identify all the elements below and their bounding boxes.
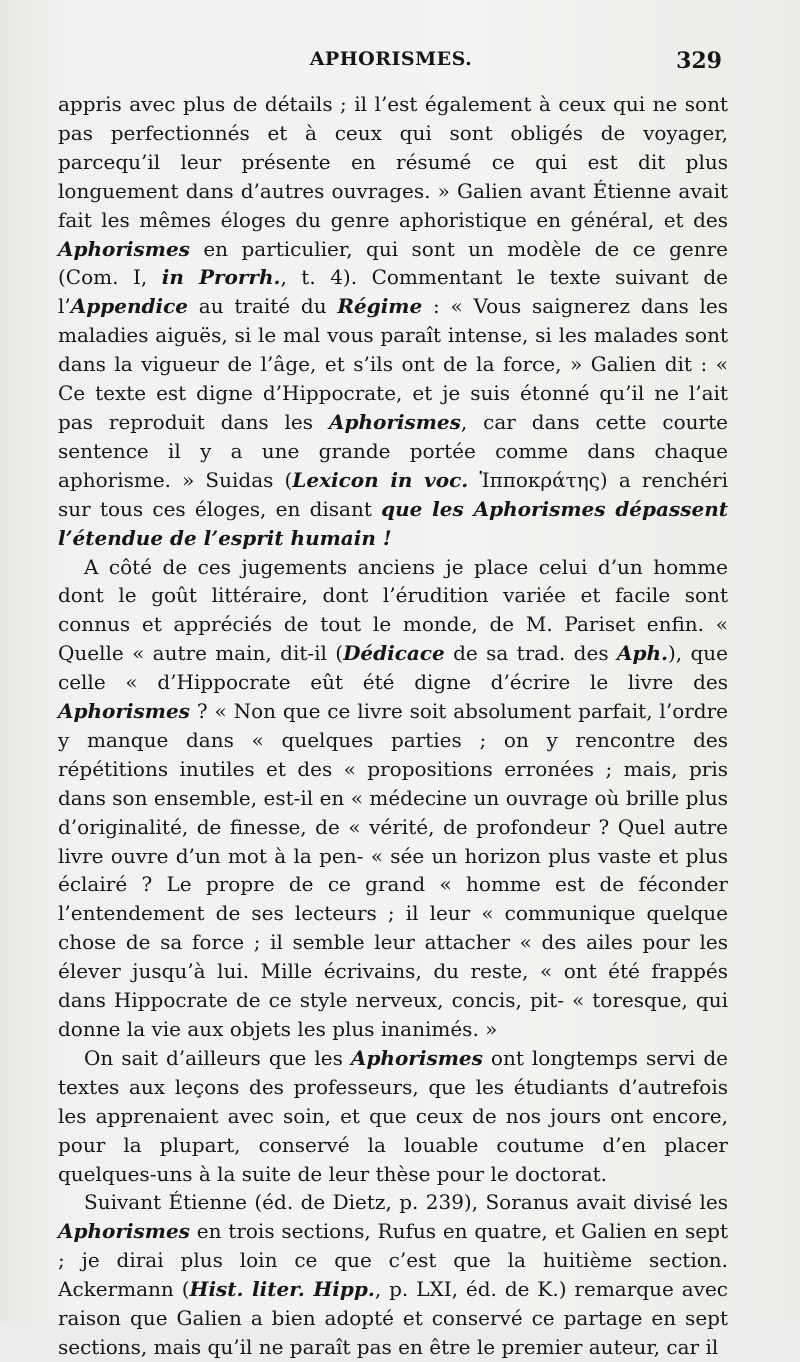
running-title: APHORISMES. bbox=[309, 48, 473, 70]
text-run: , t. 4). Commentant le texte suivant de l’ bbox=[58, 265, 728, 319]
page-header bbox=[60, 48, 722, 84]
italic-run: Hist. liter. Hipp. bbox=[189, 1277, 375, 1302]
text-run: ? « Non que ce livre soit absolument parfait, l’ordre y manque dans « quelques parties ; on y rencontre des répétitions inutiles et des « propositions erronées ; mais, pris dans son ensemble, est-il en « médecine un ouvrage où brille plus d’originalité, de finesse, de « vérité, de profondeur ? Quel autre livre ouvre d’un mot à la pen- « sée un horizon plus vaste et plus éclairé ? Le propre de ce grand « homme est de féconder l’entendement de ses lecteurs ; il leur « communique quelque chose de sa force ; il semble leur attacher « des ailes pour les élever jusqu’à lui. Mille écrivains, du reste, « ont été frappés dans Hippocrate de ce style nerveux, concis, pit- « toresque, qui donne la vie aux objets les plus inanimés. » bbox=[58, 699, 728, 1041]
paragraph bbox=[58, 90, 728, 553]
paragraph bbox=[58, 1044, 728, 1189]
text-run: Ἱπποκράτης) a renchéri sur tous ces éloges, en disant bbox=[58, 467, 728, 521]
italic-run: Aphorismes bbox=[58, 1219, 190, 1244]
text-run: en trois sections, Rufus en quatre, et Galien en sept ; je dirai plus loin ce que c’est que la huitième section. Ackermann ( bbox=[58, 1219, 728, 1302]
paragraph bbox=[58, 1188, 728, 1361]
page-number: 329 bbox=[676, 48, 722, 74]
text-run: appris avec plus de détails ; il l’est également à ceux qui ne sont pas perfectionnés et à ceux qui sont obligés de voyager, parcequ’il leur présente en résumé ce qui est dit plus longuement dans d’autres ouvrages. » Galien avant Étienne avait fait les mêmes éloges du genre aphoristique en général, et des bbox=[58, 92, 728, 232]
text-run: , car dans cette courte sentence il y a une grande portée comme dans chaque aphorisme. » Suidas ( bbox=[58, 409, 728, 492]
text-run: de sa trad. des bbox=[444, 641, 617, 666]
italic-run: Aphorismes bbox=[328, 409, 461, 434]
text-run: Suivant Étienne (éd. de Dietz, p. 239), Soranus avait divisé les bbox=[84, 1190, 728, 1215]
body-text bbox=[58, 90, 728, 1362]
text-run: ), que celle « d’Hippocrate eût été digne d’écrire le livre des bbox=[58, 641, 728, 695]
text-run: : « Vous saignerez dans les maladies aiguës, si le mal vous paraît intense, si les malades sont dans la vigueur de l’âge, et s’ils ont de la force, » Galien dit : « Ce texte est digne d’Hippocrate, et je suis étonné qu’il ne l’ait pas reproduit dans les bbox=[58, 294, 728, 434]
text-run: ont longtemps servi de textes aux leçons des professeurs, que les étudiants d’autrefois les apprenaient avec soin, et que ceux de nos jours ont encore, pour la plupart, conservé la louable coutume d’en placer quelques-uns à la suite de leur thèse pour le doctorat. bbox=[58, 1045, 728, 1186]
italic-run: Dédicace bbox=[343, 641, 445, 666]
italic-run: Aphorismes bbox=[58, 236, 190, 261]
italic-run: Aph. bbox=[616, 641, 668, 666]
italic-run: Lexicon in voc. bbox=[292, 467, 469, 492]
italic-run: Aphorismes bbox=[58, 699, 190, 724]
italic-run: Appendice bbox=[70, 294, 189, 319]
italic-run: Aphorismes bbox=[350, 1045, 483, 1070]
text-run: A côté de ces jugements anciens je place celui d’un homme dont le goût littéraire, dont l’érudition variée et facile sont connus et appréciés de tout le monde, de M. Pariset enfin. « Quelle « autre main, dit-il ( bbox=[58, 554, 728, 666]
text-run: au traité du bbox=[188, 294, 338, 319]
italic-run: que les Aphorismes dépassent l’étendue de l’esprit humain ! bbox=[58, 496, 728, 550]
text-run: , p. LXI, éd. de K.) remarque avec raison que Galien a bien adopté et conservé ce partage en sept sections, mais qu’il ne paraît pas en être le premier auteur, car il bbox=[58, 1277, 728, 1359]
text-run: On sait d’ailleurs que les bbox=[84, 1045, 351, 1070]
italic-run: in Prorrh. bbox=[161, 265, 281, 290]
paragraph bbox=[58, 553, 728, 1044]
text-run: en particulier, qui sont un modèle de ce genre (Com. I, bbox=[58, 236, 728, 290]
italic-run: Régime bbox=[337, 294, 423, 319]
